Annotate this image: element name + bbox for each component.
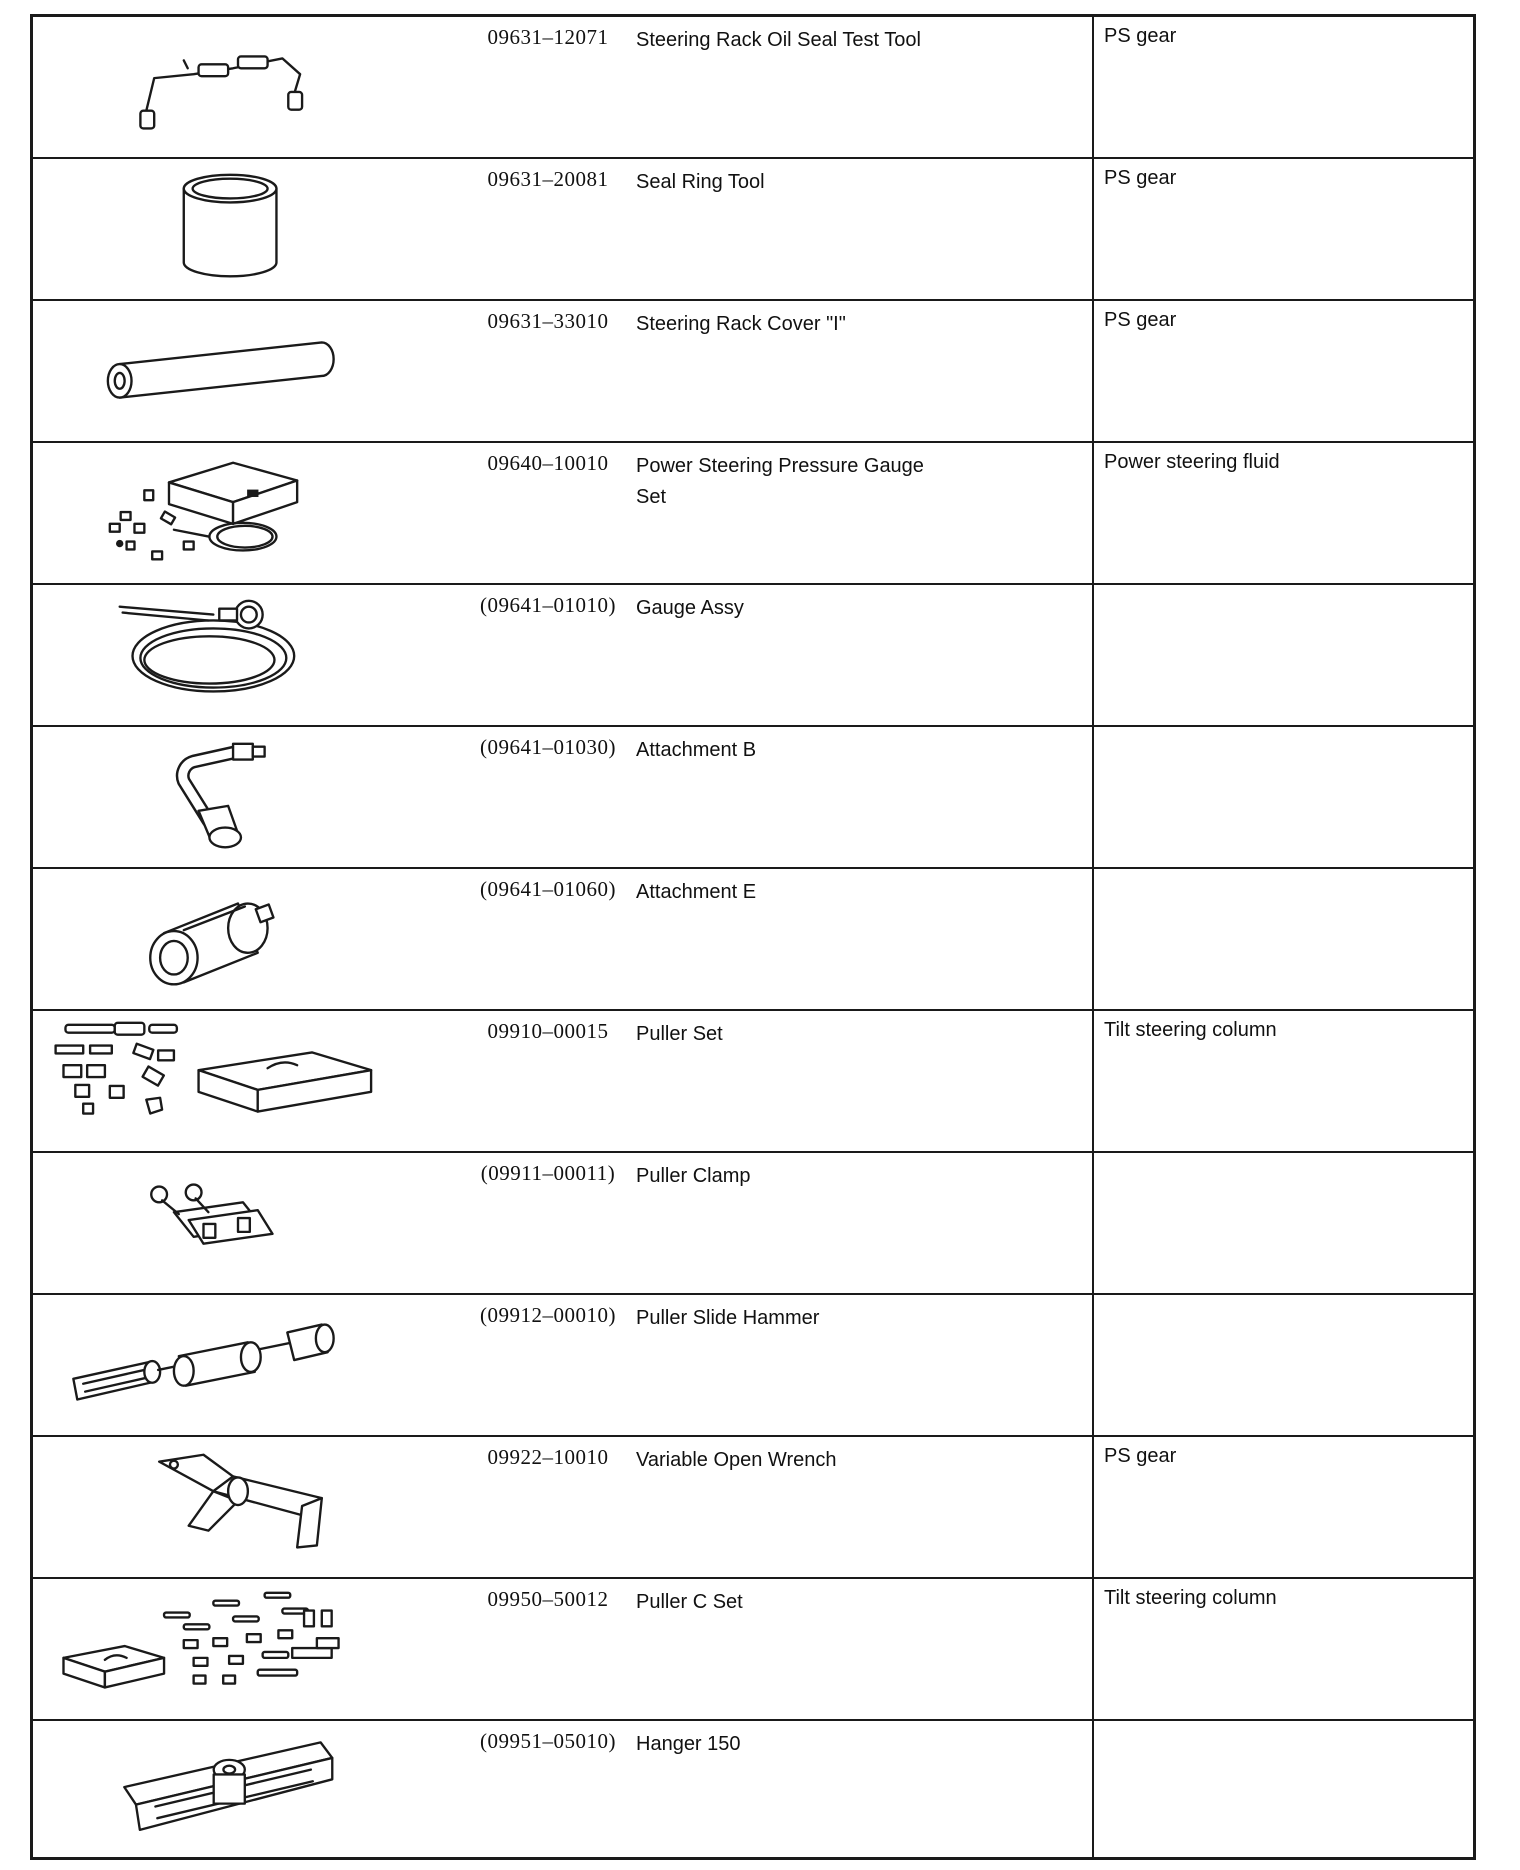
application-note: Power steering fluid <box>1092 443 1476 583</box>
part-number: (09912–00010) <box>480 1303 616 1327</box>
attachment-b-icon <box>33 727 443 867</box>
table-row <box>33 869 1473 1011</box>
table-row <box>33 1295 1473 1437</box>
slide-hammer-icon <box>33 1295 443 1435</box>
puller-set-icon <box>33 1011 443 1151</box>
tool-name: Attachment B <box>636 739 757 761</box>
special-tools-table <box>30 14 1476 1860</box>
application-note <box>1092 1721 1476 1859</box>
table-row <box>33 1437 1473 1579</box>
open-wrench-icon <box>33 1437 443 1577</box>
table-row <box>33 301 1473 443</box>
part-number: 09631–20081 <box>487 167 609 191</box>
pressure-gauge-set-icon <box>33 443 443 583</box>
puller-clamp-icon <box>33 1153 443 1293</box>
tool-name: Variable Open Wrench <box>636 1449 837 1471</box>
part-number: 09640–10010 <box>487 451 609 475</box>
table-row <box>33 585 1473 727</box>
tool-name: Gauge Assy <box>636 597 744 619</box>
hanger-150-icon <box>33 1721 443 1859</box>
application-note: PS gear <box>1092 17 1476 157</box>
part-number: (09641–01060) <box>480 877 616 901</box>
gauge-assy-icon <box>33 585 443 725</box>
tool-name: Puller C Set <box>636 1591 743 1613</box>
application-note: PS gear <box>1092 301 1476 441</box>
tool-name: Puller Set <box>636 1023 723 1045</box>
tool-name: Attachment E <box>636 881 757 903</box>
part-number: (09911–00011) <box>480 1161 616 1185</box>
part-number: 09631–12071 <box>487 25 609 49</box>
part-number: (09641–01010) <box>480 593 616 617</box>
application-note: Tilt steering column <box>1092 1579 1476 1719</box>
part-number: 09922–10010 <box>487 1445 609 1469</box>
application-note <box>1092 1295 1476 1435</box>
tool-name: Steering Rack Cover "I" <box>636 313 846 335</box>
table-row <box>33 1579 1473 1721</box>
table-row <box>33 1011 1473 1153</box>
tool-name: Steering Rack Oil Seal Test Tool <box>636 29 921 51</box>
puller-c-set-icon <box>33 1579 443 1719</box>
part-number: 09631–33010 <box>487 309 609 333</box>
table-row <box>33 1153 1473 1295</box>
tool-name: Seal Ring Tool <box>636 171 765 193</box>
application-note: PS gear <box>1092 159 1476 299</box>
table-row <box>33 159 1473 301</box>
application-note: Tilt steering column <box>1092 1011 1476 1151</box>
table-row <box>33 1721 1473 1859</box>
application-note <box>1092 869 1476 1009</box>
part-number: (09641–01030) <box>480 735 616 759</box>
application-note <box>1092 727 1476 867</box>
tool-name: Power Steering Pressure Gauge Set <box>636 455 924 508</box>
tool-name: Puller Clamp <box>636 1165 751 1187</box>
part-number: 09950–50012 <box>487 1587 609 1611</box>
table-row <box>33 443 1473 585</box>
seal-ring-tool-icon <box>33 159 443 299</box>
application-note: PS gear <box>1092 1437 1476 1577</box>
steering-rack-cover-icon <box>33 301 443 441</box>
table-row <box>33 727 1473 869</box>
tool-name: Hanger 150 <box>636 1733 741 1755</box>
tool-name: Puller Slide Hammer <box>636 1307 820 1329</box>
part-number: (09951–05010) <box>480 1729 616 1753</box>
oil-seal-test-tool-icon <box>33 17 443 157</box>
table-row <box>33 17 1473 159</box>
application-note <box>1092 585 1476 725</box>
attachment-e-icon <box>33 869 443 1009</box>
part-number: 09910–00015 <box>487 1019 609 1043</box>
application-note <box>1092 1153 1476 1293</box>
